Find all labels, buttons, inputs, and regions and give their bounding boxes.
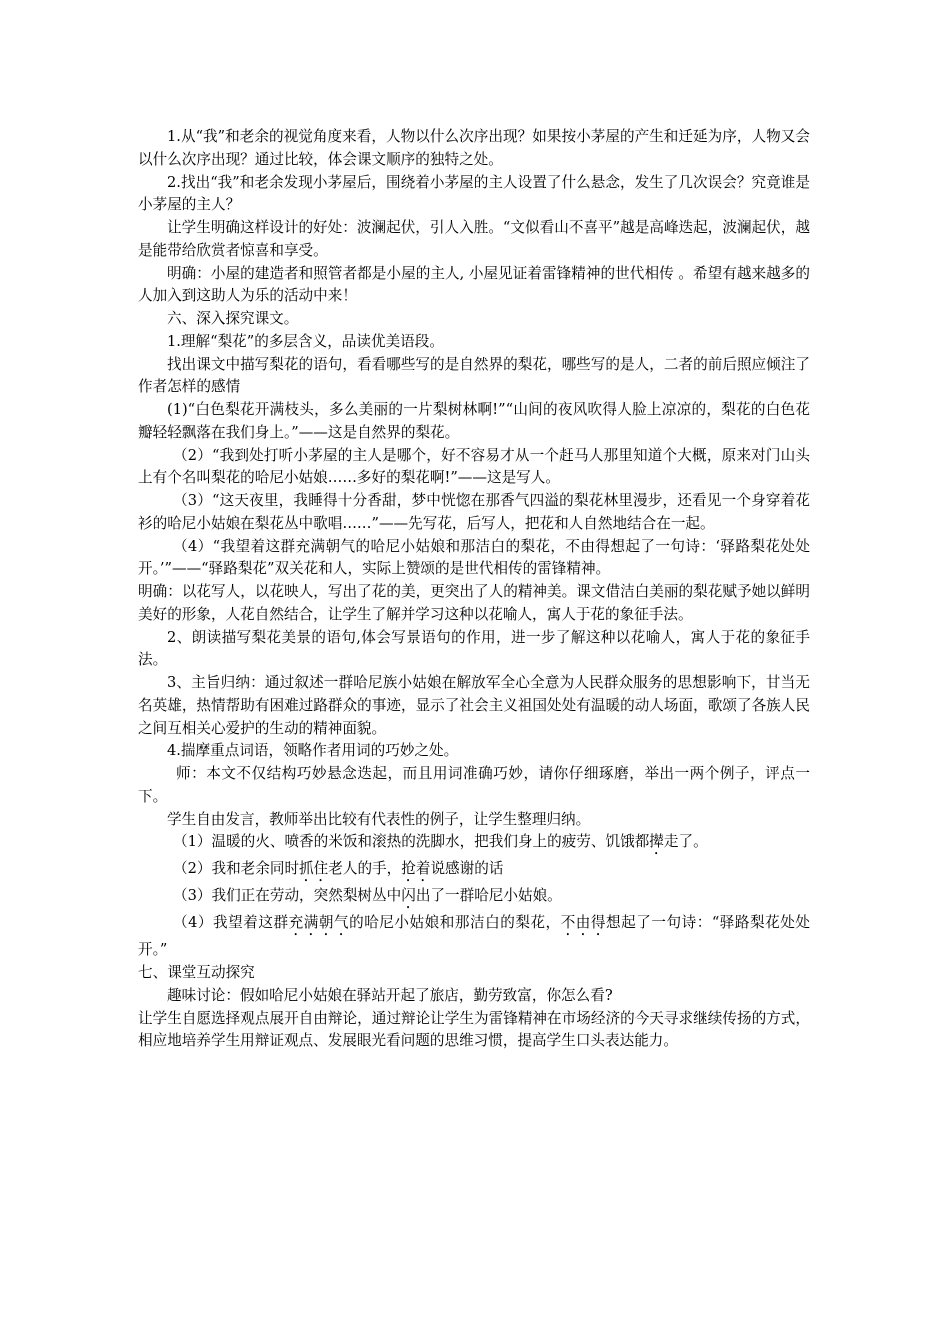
example-text: 的哈尼小姑娘和那洁白的梨花， (349, 914, 561, 932)
section-heading-7: 七、课堂互动探究 (138, 964, 255, 981)
paragraph-clarify-symbolism: 明确：以花写人，以花映人，写出了花的美，更突出了人的精神美。课文借洁白美丽的梨花赋予她以鲜明美好的形象，人花自然结合，让学生了解并学习这种以花喻人，寓人于花的象征手法。 (138, 583, 810, 623)
paragraph-find-sentences: 找出课文中描写梨花的语句，看看哪些写的是自然界的梨花，哪些写的是人，二者的前后照应倾注了作者怎样的感情 (138, 355, 810, 396)
example-text: （3）我们正在劳动，突然梨树丛中 (173, 887, 402, 905)
paragraph-key-words: 4.揣摩重点词语，领略作者用词的巧妙之处。 (167, 742, 459, 760)
quote-item-2: （2）“我到处打听小茅屋的主人是哪个，好不容易才从一个赶马人那里知道个大概，原来对门山头上有个名叫梨花的哈尼小姑娘……多好的梨花啊!”——这是写人。 (138, 446, 810, 487)
example-text: （2）我和老余同时 (173, 860, 300, 878)
example-item-2 (138, 858, 810, 885)
emphasized-word: 抓住 (299, 860, 329, 878)
emphasized-word: 撵 (649, 833, 664, 851)
paragraph-fun-discussion: 趣味讨论：假如哈尼小姑娘在驿站开起了旅店，勤劳致富，你怎么看? (167, 986, 613, 1004)
paragraph-theme-summary: 3、主旨归纳：通过叙述一群哈尼族小姑娘在解放军全心全意为人民群众服务的思想影响下，甘当无名英雄，热情帮助有困难过路群众的事迹，显示了社会主义祖国处处有温暖的动人场面，歌颂了各族人民之间互相关心爱护的生动的精神面貌。 (138, 674, 810, 737)
example-text: （4）我望着这群 (173, 914, 289, 932)
quote-item-3: （3）“这天夜里，我睡得十分香甜，梦中恍惚在那香气四溢的梨花林里漫步，还看见一个身穿着花衫的哈尼小姑娘在梨花丛中歌唱……”——先写花，后写人，把花和人自然地结合在一起。 (138, 492, 810, 532)
quote-item-4: （4）“我望着这群充满朝气的哈尼小姑娘和那洁白的梨花，不由得想起了一句诗：‘驿路梨花处处开。’”——“驿路梨花”双关花和人，实际上赞颂的是世代相传的雷锋精神。 (138, 537, 810, 578)
paragraph-question-2: 2.找出“我”和老余发现小茅屋后，围绕着小茅屋的主人设置了什么悬念，发生了几次误会？究竟谁是小茅屋的主人？ (138, 173, 810, 214)
paragraph-clarify-owner: 明确：小屋的建造者和照管者都是小屋的主人, 小屋见证着雷锋精神的世代相传 。希望有越来越多的人加入到这助人为乐的活动中来！ (138, 264, 810, 305)
example-text: 说感谢的话 (430, 860, 504, 878)
document-body (138, 126, 810, 1053)
paragraph-debate: 让学生自愿选择观点展开自由辩论，通过辩论让学生为雷锋精神在市场经济的今天寻求继续传扬的方式，相应地培养学生用辩证观点、发展眼光看问题的思维习惯，提高学生口头表达能力。 (138, 1009, 810, 1050)
paragraph-read-aloud: 2、朗读描写梨花美景的语句,体会写景语句的作用，进一步了解这种以花喻人，寓人于花的象征手法。 (138, 628, 810, 669)
paragraph-design-benefit: 让学生明确这样设计的好处：波澜起伏，引人入胜。“文似看山不喜平”越是高峰迭起，波澜起伏，越是能带给欣赏者惊喜和享受。 (138, 219, 810, 259)
example-text: 走了。 (663, 833, 708, 851)
paragraph-teacher-note: 师：本文不仅结构巧妙悬念迭起，而且用词准确巧妙，请你仔细琢磨，举出一两个例子，评点一下。 (138, 765, 810, 805)
emphasized-word: 充满朝气 (288, 914, 350, 932)
emphasized-word: 抢着 (401, 860, 431, 878)
example-text: 想起了一句诗：“驿路梨花处处开。” (138, 914, 810, 959)
quote-item-1: (1)“白色梨花开满枝头，多么美丽的一片梨树林啊!”“山间的夜风吹得人脸上凉凉的，梨花的白色花瓣轻轻飘落在我们身上。”——这是自然界的梨花。 (138, 401, 810, 441)
emphasized-word: 不由得 (560, 914, 607, 932)
example-item-1 (138, 831, 810, 858)
paragraph-question-1: 1.从“我”和老余的视觉角度来看，人物以什么次序出现？如果按小茅屋的产生和迁延为序，人物又会以什么次序出现？通过比较，体会课文顺序的独特之处。 (138, 128, 810, 168)
section-heading-6: 六、深入探究课文。 (167, 310, 299, 327)
example-text: 老人的手， (328, 860, 402, 878)
example-text: 出了一群哈尼小姑娘。 (415, 887, 562, 905)
example-item-3 (138, 885, 810, 912)
example-item-4 (138, 912, 810, 962)
emphasized-word: 闪 (401, 887, 416, 905)
paragraph-student-discussion: 学生自由发言，教师举出比较有代表性的例子，让学生整理归纳。 (167, 810, 591, 828)
example-text: （1）温暖的火、喷香的米饭和滚热的洗脚水，把我们身上的疲劳、饥饿都 (173, 833, 650, 851)
paragraph-pear-meaning: 1.理解“梨花”的多层含义，品读优美语段。 (167, 332, 444, 350)
